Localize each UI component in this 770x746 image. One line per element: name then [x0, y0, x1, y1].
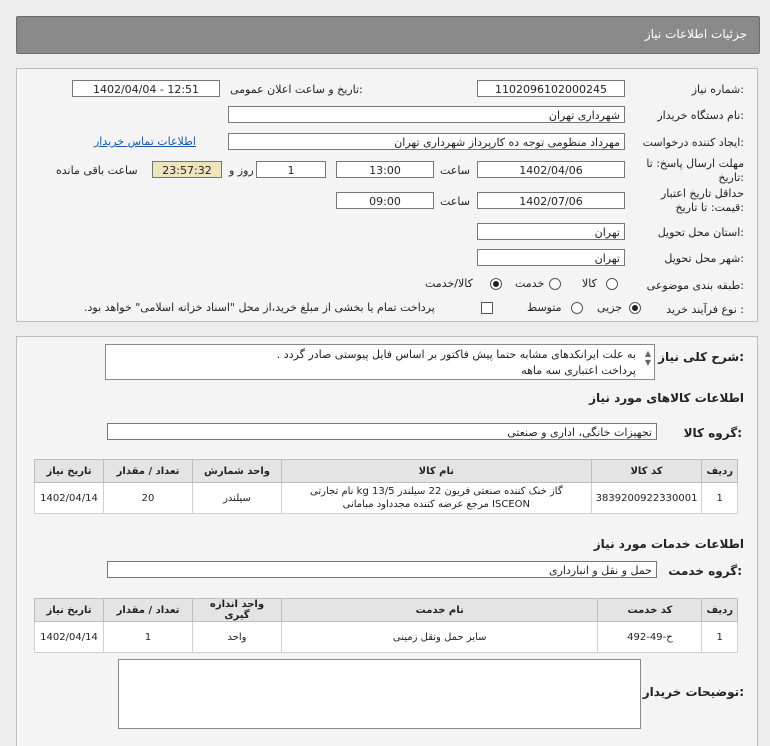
- table-row: [35, 483, 738, 514]
- deadline-time-label: ساعت: [440, 164, 470, 177]
- process-radio-minor[interactable]: [629, 302, 641, 314]
- services-header-qty: تعداد / مقدار: [104, 599, 193, 622]
- goods-cell-code: 3839200922330001: [591, 483, 702, 514]
- category-radio-service[interactable]: [549, 278, 561, 290]
- buyer-org-label: نام دستگاه خریدار:: [657, 109, 744, 122]
- page-header: [16, 16, 760, 54]
- process-option-medium: متوسط: [527, 301, 562, 314]
- summary-line-1: به علت ایرانکدهای مشابه حتما پیش فاکتور بر اساس فایل پیوستی صادر گردد .: [276, 348, 636, 361]
- days-field: 1: [256, 161, 326, 178]
- goods-cell-qty: 20: [104, 483, 193, 514]
- process-radio-medium[interactable]: [571, 302, 583, 314]
- category-option-goods-service: کالا/خدمت: [425, 277, 473, 290]
- services-cell-code: ح-49-492: [598, 622, 702, 653]
- services-cell-unit: واحد: [193, 622, 282, 653]
- summary-label: شرح کلی نیاز:: [658, 350, 744, 364]
- goods-cell-row: 1: [702, 483, 738, 514]
- deadline-time-field: 13:00: [336, 161, 434, 178]
- province-field: تهران: [477, 223, 625, 240]
- services-section-title: اطلاعات خدمات مورد نیاز: [593, 537, 744, 551]
- category-option-goods: کالا: [582, 277, 597, 290]
- creator-label: ایجاد کننده درخواست:: [642, 136, 744, 149]
- category-radio-goods-service[interactable]: [490, 278, 502, 290]
- services-header-date: تاریخ نیاز: [35, 599, 104, 622]
- announce-field: 1402/04/04 - 12:51: [72, 80, 220, 97]
- process-label: نوع فرآیند خرید :: [666, 303, 744, 316]
- city-label: شهر محل تحویل:: [664, 252, 744, 265]
- goods-cell-name: [282, 483, 592, 514]
- goods-header-code: کد کالا: [591, 460, 702, 483]
- table-row: [35, 622, 738, 653]
- services-cell-row: 1: [702, 622, 738, 653]
- remaining-time-field: 23:57:32: [152, 161, 222, 178]
- services-cell-name: سایر حمل ونقل زمینی: [282, 622, 598, 653]
- summary-line-2: پرداخت اعتباری سه ماهه: [521, 364, 636, 377]
- need-number-field: 1102096102000245: [477, 80, 625, 97]
- page-title: جزئیات اطلاعات نیاز: [644, 27, 747, 41]
- scroll-arrows-icon[interactable]: ▲ ▼: [644, 349, 651, 367]
- category-label: طبقه بندی موضوعی:: [646, 279, 744, 292]
- goods-name-line-2: ISCEON مرجع عرضه کننده مجدداود مبامانی: [342, 499, 530, 510]
- services-header-unit: واحد اندازه گیری: [193, 599, 282, 622]
- goods-cell-date: 1402/04/14: [35, 483, 104, 514]
- treasury-note: پرداخت تمام یا بخشی از مبلغ خرید،از محل "اسناد خزانه اسلامی" خواهد بود.: [84, 301, 435, 314]
- days-label: روز و: [229, 164, 254, 177]
- goods-header-name: نام کالا: [282, 460, 592, 483]
- deadline-label-2: تاریخ:: [718, 171, 744, 184]
- deadline-date-field: 1402/04/06: [477, 161, 625, 178]
- validity-time-label: ساعت: [440, 195, 470, 208]
- city-field: تهران: [477, 249, 625, 266]
- services-header-code: کد خدمت: [598, 599, 702, 622]
- province-label: استان محل تحویل:: [657, 226, 744, 239]
- goods-section-title: اطلاعات کالاهای مورد نیاز: [589, 391, 744, 405]
- services-cell-qty: 1: [104, 622, 193, 653]
- validity-time-field: 09:00: [336, 192, 434, 209]
- announce-label: تاریخ و ساعت اعلان عمومی:: [230, 83, 363, 96]
- goods-table: [34, 459, 738, 514]
- goods-cell-unit: سیلندر: [193, 483, 282, 514]
- buyer-org-field: شهرداری تهران: [228, 106, 625, 123]
- services-header-name: نام خدمت: [282, 599, 598, 622]
- goods-group-label: گروه کالا:: [683, 426, 742, 440]
- goods-group-field: تجهیزات خانگی، اداری و صنعتی: [107, 423, 657, 440]
- summary-box: [105, 344, 655, 380]
- creator-field: مهرداد منظومی توجه ده کارپرداز شهرداری تهران: [228, 133, 625, 150]
- goods-header-row: ردیف: [702, 460, 738, 483]
- validity-date-field: 1402/07/06: [477, 192, 625, 209]
- services-cell-date: 1402/04/14: [35, 622, 104, 653]
- validity-label: حداقل تاریخ اعتبار: [660, 187, 744, 200]
- goods-header-qty: تعداد / مقدار: [104, 460, 193, 483]
- goods-header-unit: واحد شمارش: [193, 460, 282, 483]
- buyer-notes-box: [118, 659, 641, 729]
- remaining-label: ساعت باقی مانده: [56, 164, 138, 177]
- buyer-contact-link[interactable]: اطلاعات تماس خریدار: [94, 135, 196, 148]
- validity-label-2: قیمت: تا تاریخ:: [675, 201, 744, 214]
- services-header-row: ردیف: [702, 599, 738, 622]
- services-group-label: گروه خدمت:: [668, 564, 742, 578]
- services-group-field: حمل و نقل و انبارداری: [107, 561, 657, 578]
- treasury-checkbox[interactable]: [481, 302, 493, 314]
- services-table: [34, 598, 738, 653]
- goods-name-line-1: گاز خنک کننده صنعتی فریون 22 سیلندر kg 13/5 نام تجارتی: [310, 486, 563, 497]
- buyer-notes-label: توضیحات خریدار:: [642, 685, 744, 699]
- goods-header-date: تاریخ نیاز: [35, 460, 104, 483]
- need-number-label: شماره نیاز:: [691, 83, 744, 96]
- category-option-service: خدمت: [515, 277, 545, 290]
- process-option-minor: جزیی: [597, 301, 623, 314]
- category-radio-goods[interactable]: [606, 278, 618, 290]
- deadline-label: مهلت ارسال پاسخ: تا: [646, 157, 744, 170]
